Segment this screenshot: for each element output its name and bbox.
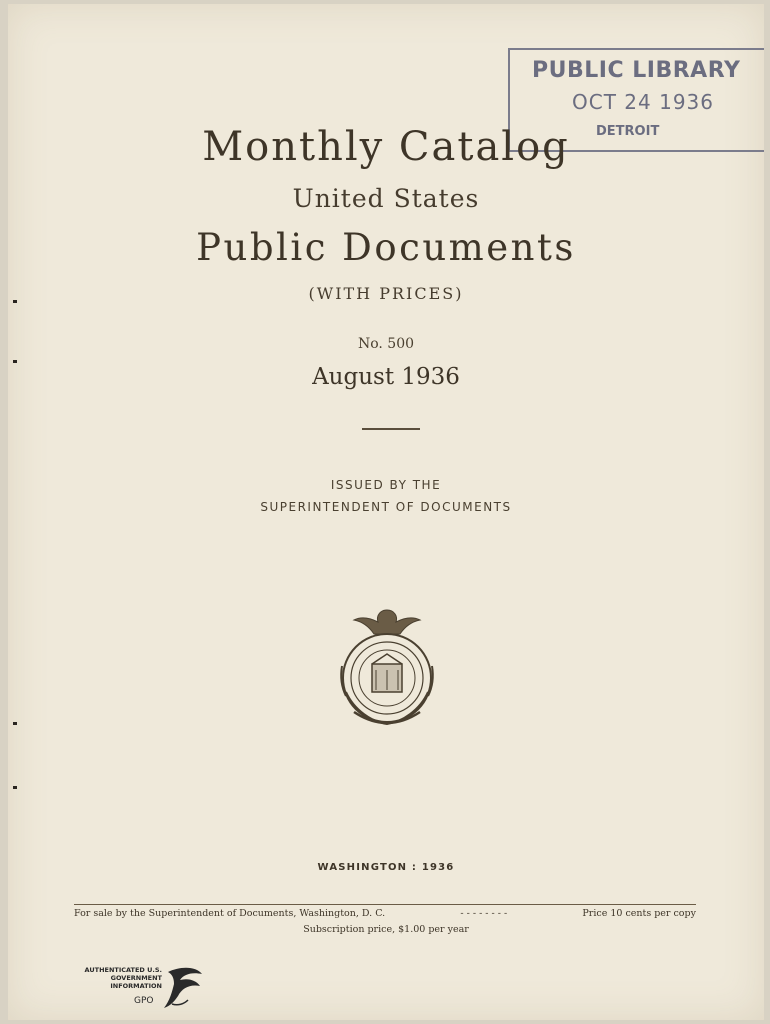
title-public-documents: Public Documents <box>196 226 576 269</box>
footer-sale-line <box>74 908 696 919</box>
sale-leaders: - - - - - - - - <box>460 908 508 919</box>
binding-mark <box>13 722 17 725</box>
gpo-eagle-seal-icon <box>324 604 450 736</box>
title-monthly-catalog: Monthly Catalog <box>202 124 570 170</box>
subtitle-with-prices: (WITH PRICES) <box>308 284 464 303</box>
binding-mark <box>13 360 17 363</box>
sale-text: For sale by the Superintendent of Documents, Washington, D. C. <box>74 908 386 919</box>
stamp-library-name: PUBLIC LIBRARY <box>532 58 741 83</box>
gpo-wordmark: GPO <box>134 996 154 1006</box>
stamp-date: OCT 24 1936 <box>572 90 714 114</box>
gpo-eagle-logo-icon <box>162 964 206 1010</box>
divider <box>362 428 420 430</box>
stamp-city: DETROIT <box>596 124 660 139</box>
title-united-states: United States <box>292 184 480 213</box>
authenticated-text: AUTHENTICATED U.S. GOVERNMENT INFORMATION <box>84 966 162 990</box>
binding-mark <box>13 786 17 789</box>
issue-number: No. 500 <box>357 336 415 352</box>
imprint-place-year: WASHINGTON : 1936 <box>317 862 455 873</box>
footer-rule <box>74 904 696 905</box>
issuer-line: SUPERINTENDENT OF DOCUMENTS <box>260 500 512 514</box>
catalog-cover-page <box>8 4 764 1020</box>
price-text: Price 10 cents per copy <box>582 908 696 919</box>
issued-by-line: ISSUED BY THE <box>330 478 442 492</box>
issue-date: August 1936 <box>312 364 460 390</box>
subscription-price: Subscription price, $1.00 per year <box>303 924 469 935</box>
authenticated-gpo-logo <box>70 964 210 1014</box>
